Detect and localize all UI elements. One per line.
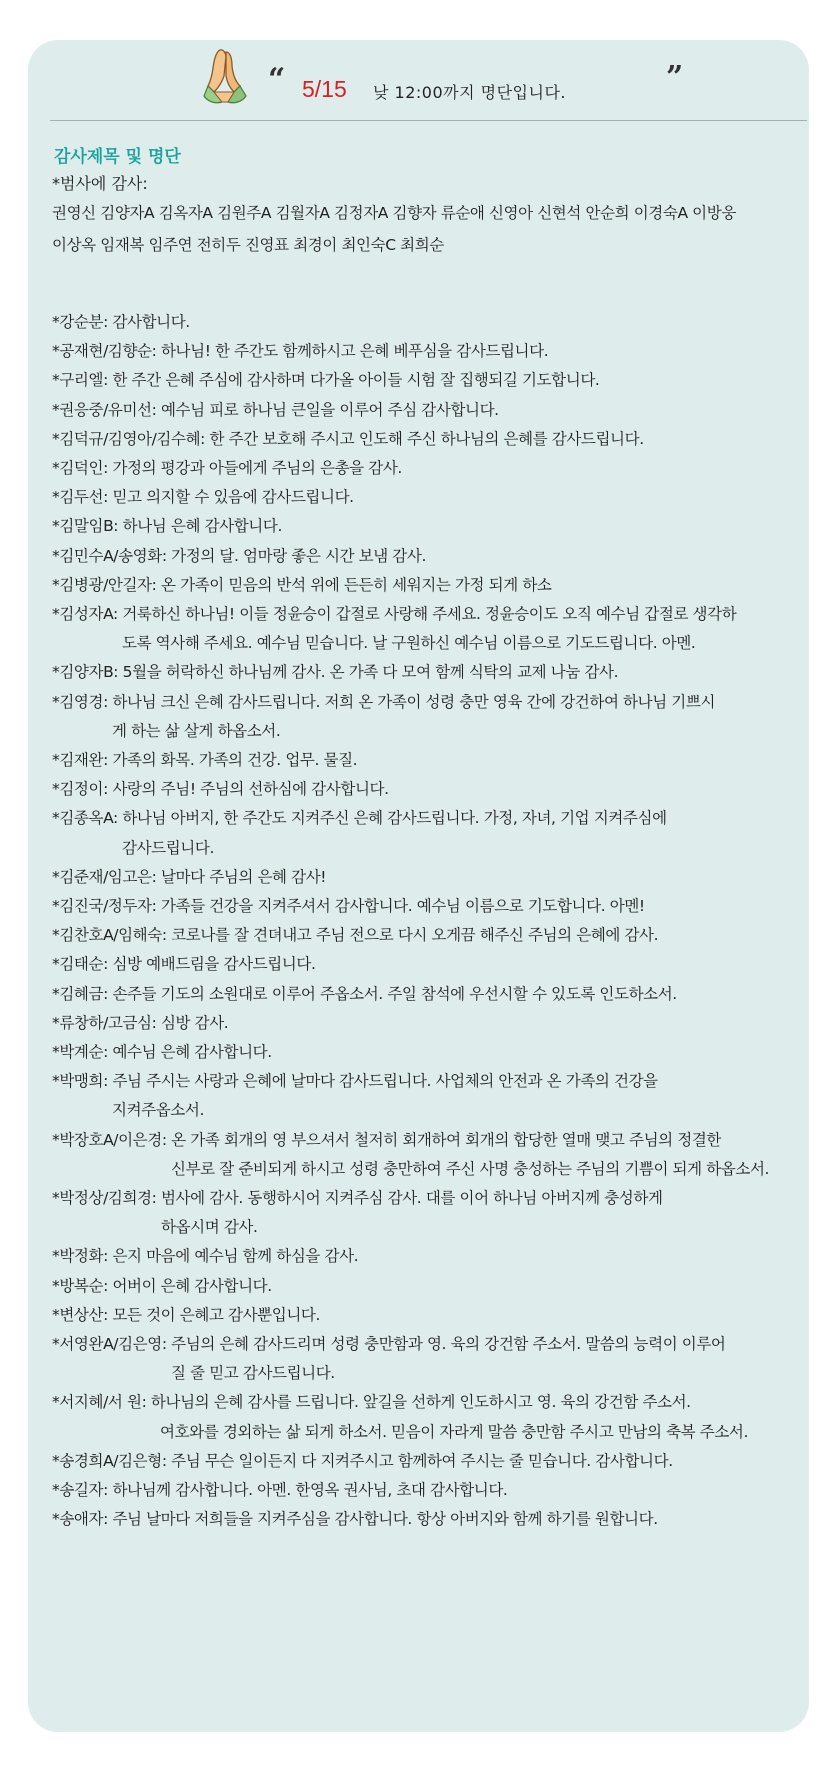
prayer-entry-text: 심방 감사. bbox=[160, 1013, 229, 1032]
prayer-entry-name: *권응중/유미선: bbox=[52, 400, 157, 419]
prayer-entry-text: 도록 역사해 주세요. 예수님 믿습니다. 날 구원하신 예수님 이름으로 기도드립니다. 아멘. bbox=[122, 634, 696, 653]
prayer-entry-text: 한 주간 은혜 주심에 감사하며 다가올 아이들 시험 잘 집행되길 기도합니다. bbox=[112, 371, 600, 390]
prayer-entry-line bbox=[52, 863, 326, 892]
prayer-entry bbox=[52, 1476, 507, 1505]
prayer-entry-text: 날마다 주님의 은혜 감사! bbox=[160, 867, 327, 886]
prayer-entry bbox=[52, 1388, 748, 1446]
prayer-entry-line bbox=[52, 483, 354, 512]
date-label: 5/15 bbox=[302, 76, 347, 102]
prayer-entry-text: 온 가족 회개의 영 부으셔서 철저히 회개하여 회개의 합당한 열매 맺고 주님의 정결한 bbox=[171, 1130, 721, 1149]
deadline-text: 낮 12:00까지 명단입니다. bbox=[373, 83, 567, 102]
prayer-entry-line bbox=[52, 1505, 658, 1534]
prayer-entry-line bbox=[52, 1067, 658, 1096]
prayer-entry bbox=[52, 425, 644, 454]
prayer-entry-text: 질 줄 믿고 감사드립니다. bbox=[171, 1364, 335, 1383]
prayer-entry bbox=[52, 512, 282, 541]
prayer-entry-name: *김덕인: bbox=[52, 459, 108, 477]
prayer-entry-name: *송애자: bbox=[52, 1510, 108, 1529]
prayer-entry-text: 사랑의 주님! 주님의 선하심에 감사합니다. bbox=[112, 780, 389, 799]
prayer-entry bbox=[52, 1067, 658, 1125]
prayer-entry-text: 심방 예배드림을 감사드립니다. bbox=[112, 955, 316, 974]
prayer-entry-line bbox=[52, 950, 315, 979]
prayer-entry-line bbox=[52, 834, 667, 863]
prayer-entry-text: 예수님 피로 하나님 큰일을 이루어 주심 감사합니다. bbox=[160, 400, 499, 419]
prayer-entry-line bbox=[52, 980, 677, 1009]
prayer-entry-name: *김덕규/김영아/김수혜: bbox=[52, 429, 205, 448]
prayer-entry-line bbox=[52, 629, 736, 658]
prayer-entry bbox=[52, 542, 426, 571]
prayer-entry-text: 가정의 평강과 아들에게 주님의 은총을 감사. bbox=[112, 459, 402, 477]
prayer-entry-line bbox=[52, 454, 402, 483]
open-quote: “ bbox=[268, 62, 286, 97]
prayer-entry-name: *김병광/안길자: bbox=[52, 575, 157, 594]
prayer-entry-line bbox=[52, 1359, 726, 1388]
prayer-entry-text: 믿고 의지할 수 있음에 감사드립니다. bbox=[112, 488, 354, 507]
prayer-entry-text: 감사드립니다. bbox=[122, 838, 214, 857]
prayer-entry-line bbox=[52, 717, 715, 746]
prayer-list-card bbox=[28, 40, 809, 1732]
prayer-entry bbox=[52, 892, 645, 921]
prayer-entry-name: *구리엘: bbox=[52, 371, 108, 390]
prayer-entry-text: 하나님 아버지, 한 주간도 지켜주신 은혜 감사드립니다. 가정, 자녀, 기업 지켜주심에 bbox=[122, 809, 667, 828]
prayer-entry-line bbox=[52, 921, 658, 950]
prayer-entry-name: *서지혜/서 원: bbox=[52, 1393, 147, 1412]
prayer-entry-name: *박계순: bbox=[52, 1043, 108, 1061]
pastor-thanks-names bbox=[52, 197, 792, 261]
prayer-entry bbox=[52, 483, 354, 512]
prayer-entry bbox=[52, 1126, 769, 1184]
prayer-entry-text: 손주들 기도의 소원대로 이루어 주옵소서. 주일 참석에 우선시할 수 있도록 인도하소서. bbox=[112, 984, 677, 1003]
prayer-entry-line bbox=[52, 571, 551, 600]
pastor-thanks-label: *범사에 감사: bbox=[52, 174, 148, 193]
prayer-entry-line bbox=[52, 1418, 748, 1447]
prayer-entry-text: 은지 마음에 예수님 함께 하심을 감사. bbox=[112, 1247, 359, 1266]
prayer-entry bbox=[52, 1330, 726, 1388]
prayer-entry bbox=[52, 1038, 272, 1067]
prayer-entry bbox=[52, 337, 548, 366]
prayer-entry bbox=[52, 921, 658, 950]
prayer-entry-name: *서영완A/김은영: bbox=[52, 1335, 167, 1353]
prayer-entry-text: 주님의 은혜 감사드리며 성령 충만함과 영. 육의 강건함 주소서. 말씀의 능력이 이루어 bbox=[171, 1335, 726, 1353]
prayer-entry-name: *김양자B: bbox=[52, 663, 119, 682]
prayer-entry-name: *공재현/김향순: bbox=[52, 342, 157, 361]
prayer-entry bbox=[52, 980, 677, 1009]
prayer-entry-text: 코로나를 잘 견뎌내고 주님 전으로 다시 오게끔 해주신 주님의 은혜에 감사. bbox=[171, 926, 659, 945]
close-quote: ” bbox=[666, 60, 684, 95]
prayer-entry-name: *김혜금: bbox=[52, 984, 108, 1003]
prayer-entry-line bbox=[52, 1272, 272, 1301]
prayer-entry-name: *박정화: bbox=[52, 1247, 108, 1266]
prayer-entry-text: 가족의 화목. 가족의 건강. 업무. 물질. bbox=[112, 751, 358, 769]
prayer-entry-line bbox=[52, 658, 618, 687]
prayer-entry bbox=[52, 308, 190, 337]
prayer-entry bbox=[52, 1301, 320, 1330]
header bbox=[28, 40, 809, 120]
prayer-entry-line bbox=[52, 1330, 726, 1359]
prayer-entry-line bbox=[52, 1184, 663, 1213]
prayer-entry-name: *박정상/김희경: bbox=[52, 1189, 157, 1207]
prayer-entry bbox=[52, 600, 736, 658]
prayer-entry-name: *김영경: bbox=[52, 692, 108, 711]
section-title: 감사제목 및 명단 bbox=[54, 147, 181, 167]
prayer-entry bbox=[52, 1242, 358, 1271]
prayer-entry-text: 주님 주시는 사랑과 은혜에 날마다 감사드립니다. 사업체의 안전과 온 가족의 건강을 bbox=[112, 1072, 658, 1091]
prayer-entry-text: 하옵시며 감사. bbox=[161, 1218, 258, 1237]
prayer-entry-name: *변상산: bbox=[52, 1305, 108, 1324]
prayer-entry-line bbox=[52, 542, 426, 571]
prayer-entry-line bbox=[52, 1213, 663, 1242]
prayer-entry-text: 하나님 은혜 감사합니다. bbox=[122, 517, 282, 536]
prayer-entry-line bbox=[52, 1155, 769, 1184]
prayer-entry-text: 주님 무슨 일이든지 다 지켜주시고 함께하여 주시는 줄 믿습니다. 감사합니다. bbox=[171, 1451, 673, 1470]
prayer-entry bbox=[52, 950, 315, 979]
prayer-entry-text: 온 가족이 믿음의 반석 위에 든든히 세워지는 가정 되게 하소 bbox=[160, 575, 552, 594]
prayer-entry bbox=[52, 863, 326, 892]
prayer-entry-name: *김진국/정두자: bbox=[52, 897, 157, 915]
prayer-entry-text: 예수님 은혜 감사합니다. bbox=[112, 1043, 272, 1061]
names-line: 이상옥 임재복 임주연 전히두 진영표 최경이 최인숙C 최희순 bbox=[52, 236, 444, 254]
prayer-entry-line bbox=[52, 1038, 272, 1067]
prayer-entry-line bbox=[52, 804, 667, 833]
prayer-entry-name: *김찬호A/임해숙: bbox=[52, 926, 167, 945]
prayer-entry-name: *김성자A: bbox=[52, 605, 118, 623]
prayer-entry bbox=[52, 746, 357, 775]
prayer-entry-line bbox=[52, 775, 389, 804]
prayer-entry-text: 감사합니다. bbox=[112, 313, 190, 331]
prayer-entry bbox=[52, 775, 389, 804]
prayer-entry-text: 하나님께 감사합니다. 아멘. 한영옥 권사님, 초대 감사합니다. bbox=[112, 1481, 508, 1499]
prayer-entry-text: 한 주간 보호해 주시고 인도해 주신 하나님의 은혜를 감사드립니다. bbox=[209, 429, 644, 448]
prayer-entry-name: *박장호A/이은경: bbox=[52, 1130, 167, 1149]
prayer-entry-name: *송길자: bbox=[52, 1481, 108, 1499]
prayer-entry bbox=[52, 454, 402, 483]
prayer-entry bbox=[52, 1447, 673, 1476]
prayer-entry-name: *류창하/고금심: bbox=[52, 1013, 157, 1032]
prayer-entry-name: *김재완: bbox=[52, 751, 108, 769]
prayer-entry bbox=[52, 1184, 663, 1242]
prayer-entry bbox=[52, 658, 618, 687]
prayer-entry-name: *김말임B: bbox=[52, 517, 119, 536]
prayer-entry-text: 지켜주옵소서. bbox=[112, 1101, 204, 1120]
prayer-entry-text: 하나님의 은혜 감사를 드립니다. 앞길을 선하게 인도하시고 영. 육의 강건함 주소서. bbox=[150, 1393, 691, 1412]
prayer-entry-line bbox=[52, 746, 357, 775]
prayer-entry-name: *김두선: bbox=[52, 488, 108, 507]
prayer-entry-name: *송경희A/김은형: bbox=[52, 1451, 167, 1470]
prayer-entry-name: *김정이: bbox=[52, 780, 108, 799]
prayer-entry-line bbox=[52, 512, 282, 541]
prayer-entry bbox=[52, 1009, 228, 1038]
praying-hands-icon bbox=[200, 46, 252, 108]
prayer-entry-line bbox=[52, 600, 736, 629]
prayer-entry-name: *방복순: bbox=[52, 1276, 108, 1295]
prayer-entry-text: 가정의 달. 엄마랑 좋은 시간 보냄 감사. bbox=[171, 546, 426, 565]
prayer-entry-text: 어버이 은혜 감사합니다. bbox=[112, 1276, 272, 1295]
prayer-entry-line bbox=[52, 1476, 507, 1505]
prayer-entry-text: 신부로 잘 준비되게 하시고 성령 충만하여 주신 사명 충성하는 주님의 기쁨이 되게 하옵소서. bbox=[171, 1159, 770, 1178]
names-line: 권영신 김양자A 김옥자A 김원주A 김월자A 김정자A 김향자 류순애 신영아 신현석 안순희 이경숙A 이방웅 bbox=[52, 204, 736, 222]
prayer-entry-name: *강순분: bbox=[52, 313, 108, 331]
prayer-entry-text: 여호와를 경외하는 삶 되게 하소서. 믿음이 자라게 말씀 충만함 주시고 만남의 축복 주소서. bbox=[160, 1422, 749, 1441]
prayer-entry-name: *김종옥A: bbox=[52, 809, 118, 828]
prayer-entry bbox=[52, 1505, 658, 1534]
prayer-entry bbox=[52, 366, 599, 395]
prayer-entry-line bbox=[52, 396, 499, 425]
prayer-entry-name: *김준재/임고은: bbox=[52, 867, 157, 886]
prayer-entry-line bbox=[52, 1126, 769, 1155]
prayer-entry-text: 하나님! 한 주간도 함께하시고 은혜 베푸심을 감사드립니다. bbox=[160, 342, 549, 361]
prayer-entry-line bbox=[52, 1388, 748, 1417]
header-divider bbox=[50, 120, 807, 121]
prayer-entry bbox=[52, 688, 715, 746]
prayer-entry-text: 5월을 허락하신 하나님께 감사. 온 가족 다 모여 함께 식탁의 교제 나눔 감사. bbox=[122, 663, 619, 682]
prayer-entry-line bbox=[52, 366, 599, 395]
prayer-entry-line bbox=[52, 1301, 320, 1330]
prayer-entry-line bbox=[52, 308, 190, 337]
prayer-entry-line bbox=[52, 425, 644, 454]
prayer-entry-line bbox=[52, 1009, 228, 1038]
prayer-entry bbox=[52, 571, 551, 600]
prayer-entry bbox=[52, 1272, 272, 1301]
prayer-entry-line bbox=[52, 688, 715, 717]
prayer-entry-text: 가족들 건강을 지켜주셔서 감사합니다. 예수님 이름으로 기도합니다. 아멘! bbox=[160, 897, 645, 915]
prayer-entry-text: 범사에 감사. 동행하시어 지켜주심 감사. 대를 이어 하나님 아버지께 충성하게 bbox=[160, 1189, 663, 1207]
prayer-entry-name: *김민수A/송영화: bbox=[52, 546, 167, 565]
prayer-entry-text: 게 하는 삶 살게 하옵소서. bbox=[112, 721, 281, 740]
prayer-entry-line bbox=[52, 1447, 673, 1476]
prayer-entry-name: *김태순: bbox=[52, 955, 108, 974]
prayer-entry-line bbox=[52, 892, 645, 921]
prayer-entry bbox=[52, 804, 667, 862]
prayer-entry-line bbox=[52, 337, 548, 366]
prayer-entry-text: 하나님 크신 은혜 감사드립니다. 저희 온 가족이 성령 충만 영육 간에 강건하여 하나님 기쁘시 bbox=[112, 692, 716, 711]
prayer-entry-text: 모든 것이 은혜고 감사뿐입니다. bbox=[112, 1305, 320, 1324]
prayer-entry-line bbox=[52, 1242, 358, 1271]
prayer-entry-name: *박맹희: bbox=[52, 1072, 108, 1091]
prayer-entry bbox=[52, 396, 499, 425]
prayer-entry-text: 거룩하신 하나님! 이들 정윤승이 갑절로 사랑해 주세요. 정윤승이도 오직 예수님 갑절로 생각하 bbox=[122, 605, 737, 623]
prayer-entry-line bbox=[52, 1096, 658, 1125]
prayer-entry-text: 주님 날마다 저희들을 지켜주심을 감사합니다. 항상 아버지와 함께 하기를 원합니다. bbox=[112, 1510, 658, 1529]
